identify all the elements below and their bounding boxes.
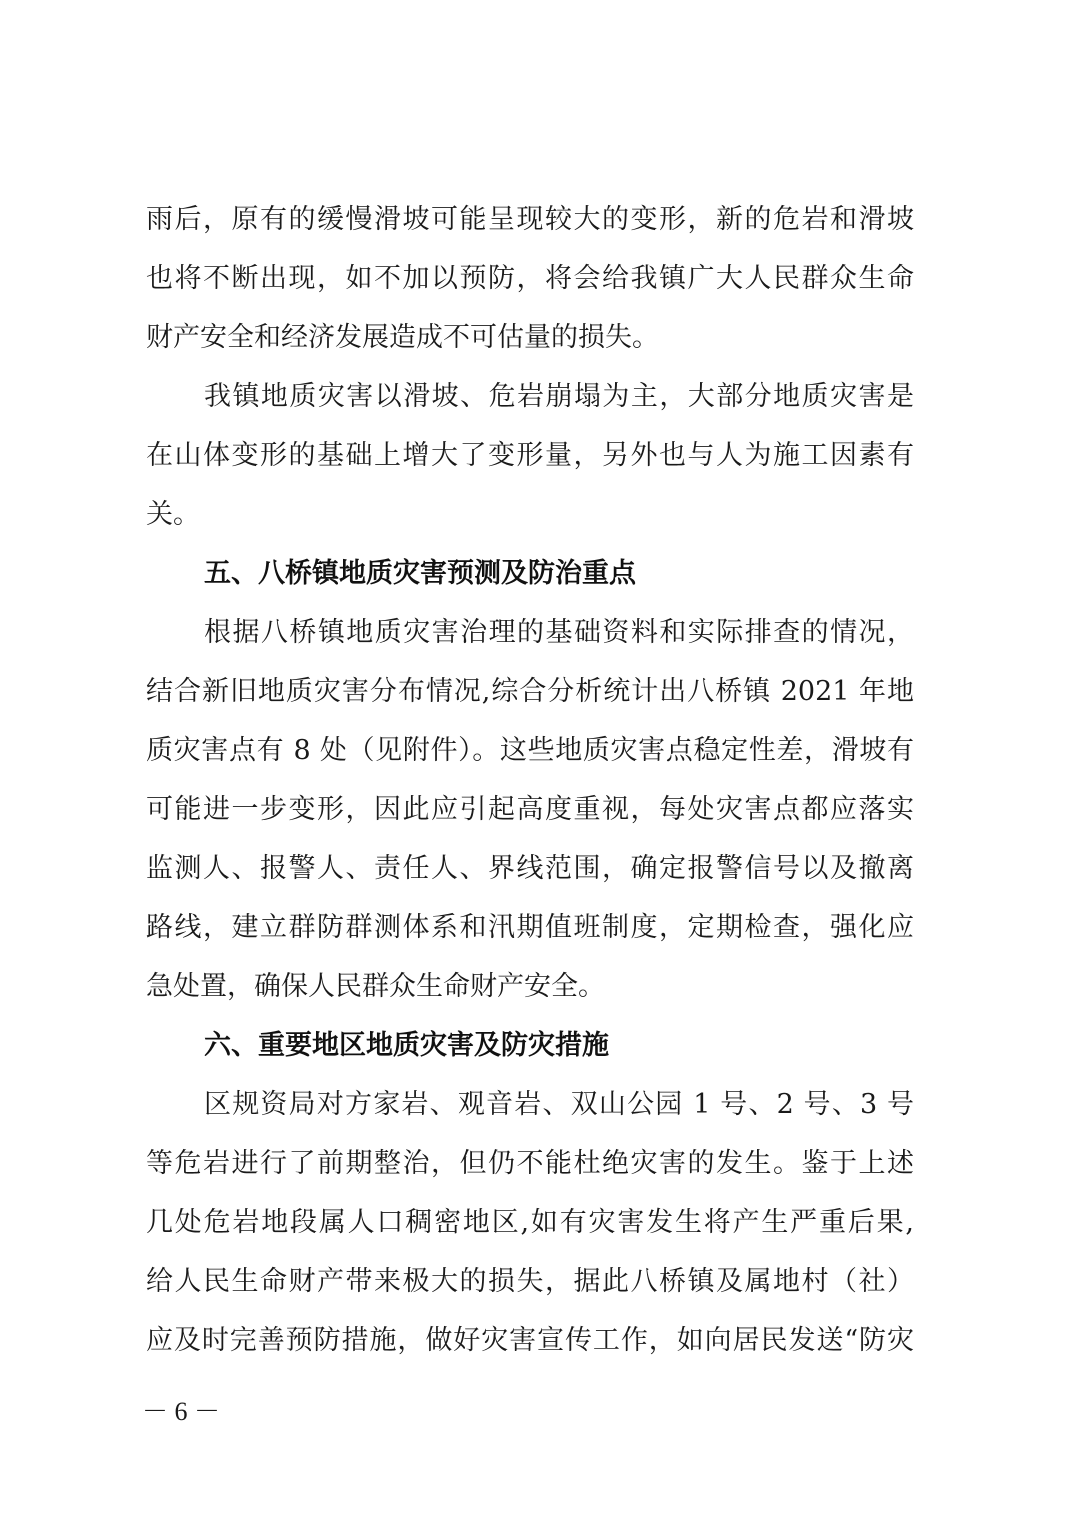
- body-text-line: 急处置，确保人民群众生命财产安全。: [146, 971, 605, 1002]
- body-text-line: 给人民生命财产带来极大的损失，据此八桥镇及属地村（社）: [146, 1266, 914, 1297]
- body-text-line: 财产安全和经济发展造成不可估量的损失。: [146, 322, 659, 353]
- body-text-line: 雨后，原有的缓慢滑坡可能呈现较大的变形，新的危岩和滑坡: [146, 204, 914, 235]
- body-text-line: 我镇地质灾害以滑坡、危岩崩塌为主，大部分地质灾害是: [204, 381, 914, 412]
- body-text-line: 也将不断出现，如不加以预防，将会给我镇广大人民群众生命: [146, 263, 914, 294]
- body-text-line: 结合新旧地质灾害分布情况,综合分析统计出八桥镇 2021 年地: [146, 676, 914, 707]
- body-text-line: 路线，建立群防群测体系和汛期值班制度，定期检查，强化应: [146, 912, 914, 943]
- page-number: － 6 －: [142, 1397, 221, 1426]
- body-text-line: 关。: [146, 499, 200, 530]
- body-text-line: 监测人、报警人、责任人、界线范围，确定报警信号以及撤离: [146, 853, 914, 884]
- body-text-line: 几处危岩地段属人口稠密地区,如有灾害发生将产生严重后果,: [146, 1207, 914, 1238]
- body-text-line: 可能进一步变形，因此应引起高度重视，每处灾害点都应落实: [146, 794, 914, 825]
- body-text-line: 等危岩进行了前期整治，但仍不能杜绝灾害的发生。鉴于上述: [146, 1148, 914, 1179]
- body-text-line: 应及时完善预防措施，做好灾害宣传工作，如向居民发送“防灾: [146, 1325, 914, 1356]
- body-text-line: 区规资局对方家岩、观音岩、双山公园 1 号、2 号、3 号: [204, 1089, 914, 1120]
- body-text-line: 质灾害点有 8 处（见附件）。这些地质灾害点稳定性差，滑坡有: [146, 735, 914, 766]
- body-text-line: 在山体变形的基础上增大了变形量，另外也与人为施工因素有: [146, 440, 914, 471]
- section-heading: 六、重要地区地质灾害及防灾措施: [204, 1030, 609, 1061]
- body-text-line: 根据八桥镇地质灾害治理的基础资料和实际排查的情况，: [204, 617, 914, 648]
- section-heading: 五、八桥镇地质灾害预测及防治重点: [204, 558, 636, 589]
